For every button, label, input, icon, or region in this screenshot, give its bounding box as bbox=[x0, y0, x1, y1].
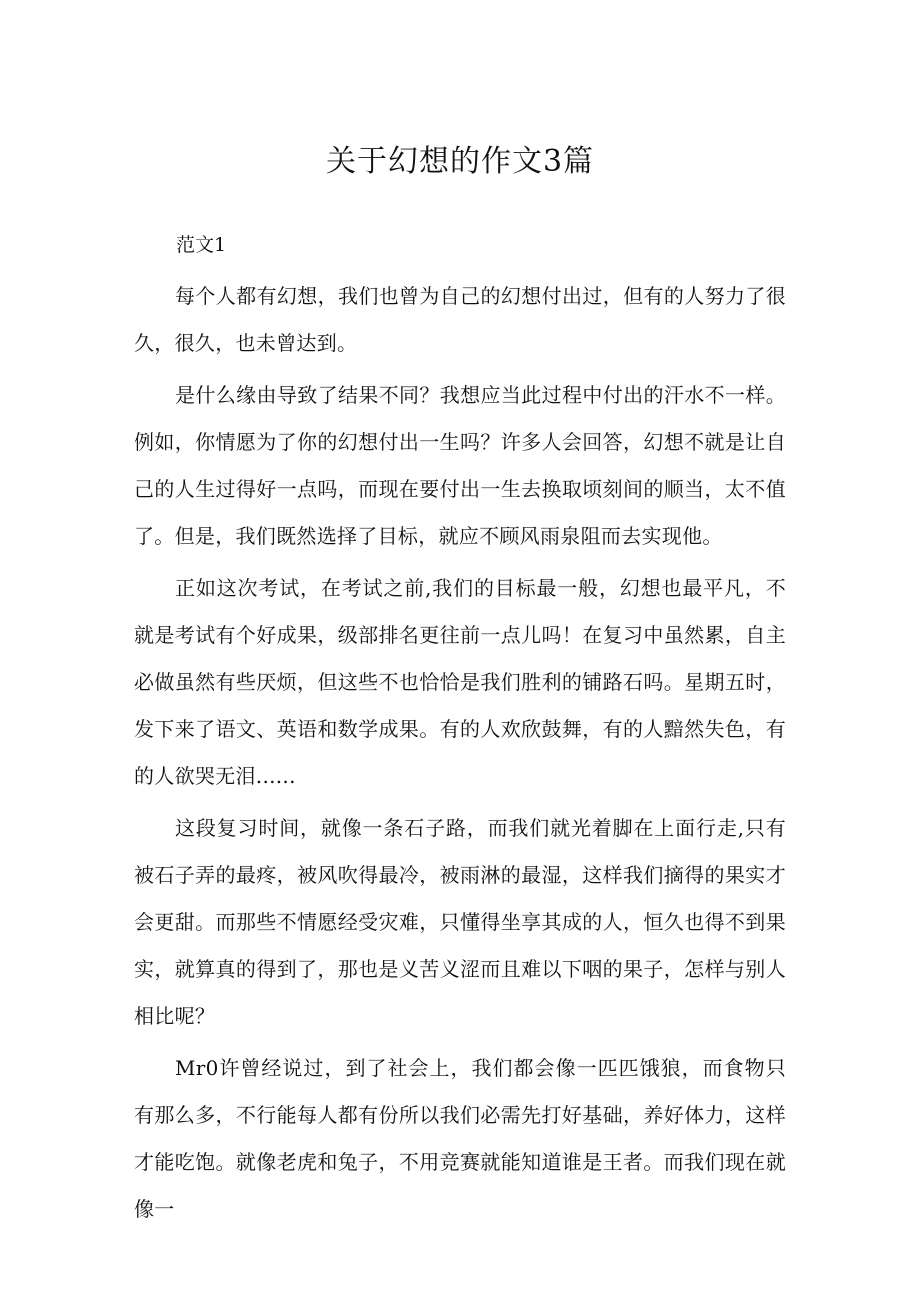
document-body bbox=[134, 220, 786, 1233]
paragraph: 是什么缘由导致了结果不同？我想应当此过程中付出的汗水不一样。例如，你情愿为了你的幻想付出一生吗？许多人会回答，幻想不就是让自己的人生过得好一点吗，而现在要付出一生去换取顷刻间的顺当，太不值了。但是，我们既然选择了目标，就应不顾风雨泉阻而去实现他。 bbox=[134, 383, 786, 548]
paragraph: 正如这次考试，在考试之前,我们的目标最一般，幻想也最平凡，不就是考试有个好成果，级部排名更往前一点儿吗！在复习中虽然累，自主必做虽然有些厌烦，但这些不也恰恰是我们胜利的铺路石吗。星期五时，发下来了语文、英语和数学成果。有的人欢欣鼓舞，有的人黯然失色，有的人欲哭无泪...... bbox=[134, 576, 786, 788]
paragraph: 这段复习时间，就像一条石子路，而我们就光着脚在上面行走,只有被石子弄的最疼，被风吹得最冷，被雨淋的最湿，这样我们摘得的果实才会更甜。而那些不情愿经受灾难，只懂得坐享其成的人，恒久也得不到果实，就算真的得到了，那也是义苦义涩而且难以下咽的果子，怎样与别人相比呢？ bbox=[134, 816, 786, 1028]
paragraph: Mr0许曾经说过，到了社会上，我们都会像一匹匹饿狼，而食物只有那么多，不行能每人都有份所以我们必需先打好基础，养好体力，这样才能吃饱。就像老虎和兔子，不用竞赛就能知道谁是王者。而我们现在就像一 bbox=[134, 1056, 786, 1221]
section-label: 范文1 bbox=[176, 234, 227, 256]
paragraph: 每个人都有幻想，我们也曾为自己的幻想付出过，但有的人努力了很久，很久，也未曾达到。 bbox=[134, 284, 786, 355]
document-title: 关于幻想的作文3篇 bbox=[325, 144, 595, 179]
